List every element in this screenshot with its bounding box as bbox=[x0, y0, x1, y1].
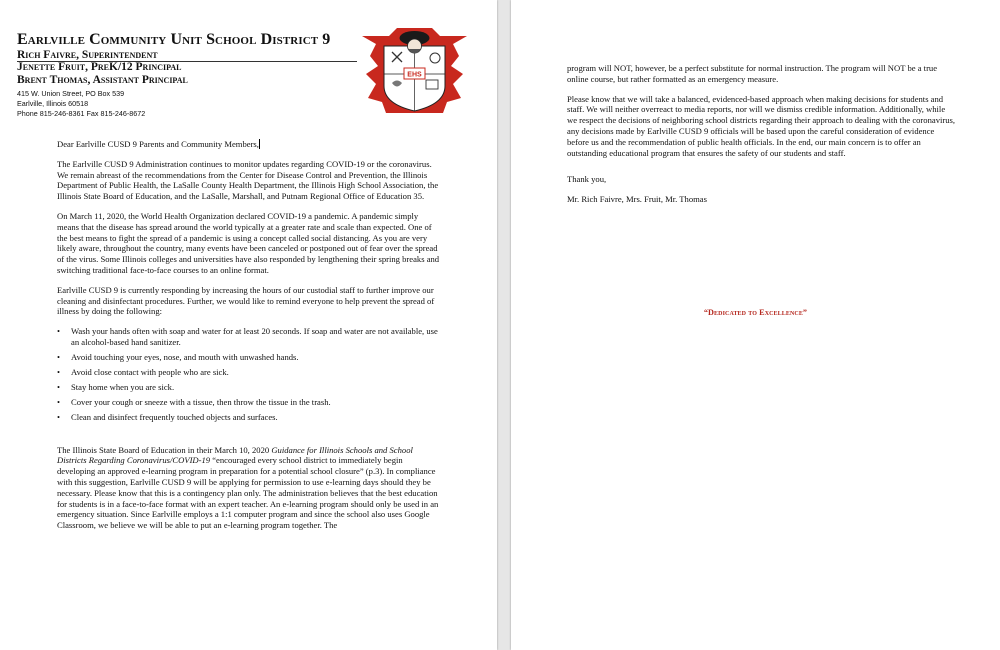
address-street: 415 W. Union Street, PO Box 539 bbox=[17, 89, 125, 98]
paragraph-custodial: Earlville CUSD 9 is currently responding by increasing the hours of our custodial staff to further improve our cleaning and disinfectant procedures. Further, we would like to remind everyone to help prevent the spread of illness by doing the following: bbox=[57, 284, 435, 317]
district-name: Earlville Community Unit School District 9 bbox=[17, 31, 331, 48]
bullet-icon: • bbox=[57, 381, 61, 392]
paragraph-elearning-continued: program will NOT, however, be a perfect substitute for normal instruction. The program will NOT be a true online course, but rather formatted as an emergency measure. bbox=[567, 63, 938, 84]
guidance-title: Guidance for Illinois Schools and School Districts Regarding Coronavirus/COVID-19 bbox=[57, 444, 413, 466]
text-cursor bbox=[259, 139, 260, 149]
letterhead-rule bbox=[17, 61, 357, 62]
assistant-principal-line: Brent Thomas, Assistant Principal bbox=[17, 74, 188, 86]
bullet-icon: • bbox=[57, 366, 61, 377]
bullet-icon: • bbox=[57, 396, 61, 407]
school-crest-logo bbox=[362, 28, 467, 113]
phone-fax: Phone 815-246-8361 Fax 815-246-8672 bbox=[17, 109, 146, 118]
paragraph-approach: Please know that we will take a balanced, evidenced-based approach when making decisions for students and staff. We will neither overreact to media reports, nor will we dismiss credible information. Additionally, while we respect the decisions of neighboring school districts regarding their approach to dealing with the coronavirus, any decisions made by Earlville CUSD 9 officials will be based upon the careful consideration of evidence before us and the recommendation of public health officials. In the end, our main concern is to offer an outstanding educational program that ensures the safety of our students and staff. bbox=[567, 93, 956, 158]
principal-line: Jenette Fruit, PreK/12 Principal bbox=[17, 61, 182, 73]
list-item: • Stay home when you are sick. bbox=[57, 381, 175, 392]
bullet-icon: • bbox=[57, 351, 61, 362]
address-city: Earlville, Illinois 60518 bbox=[17, 99, 89, 108]
list-item: • Avoid close contact with people who are sick. bbox=[57, 366, 229, 377]
motto: “Dedicated to Excellence” bbox=[703, 308, 808, 317]
bullet-icon: • bbox=[57, 411, 61, 422]
list-item: • Avoid touching your eyes, nose, and mouth with unwashed hands. bbox=[57, 351, 299, 362]
document-page-1 bbox=[0, 0, 497, 650]
letter-body-page-1 bbox=[57, 139, 442, 540]
paragraph-isbe-guidance: The Illinois State Board of Education in their March 10, 2020 Guidance for Illinois Schools and School Districts Regarding Coronavirus/COVID-19 “encouraged every school district to immediately begin developing an approved e-learning program in preparation for a potential school closure” (p.3). In compliance with this suggestion, Earlville CUSD 9 will be applying for permission to use e-learning days should they be necessary. Please know that this is a contingency plan only. The administration believes that the best education for students is in a face-to-face format with an expert teacher. An e-learning program should only be used in an emergency situation. Since Earlville employs a 1:1 computer program and since the school also uses Google Classroom, we believe we will be able to put an e-learning program together. The bbox=[57, 444, 439, 531]
list-item: • Clean and disinfect frequently touched objects and surfaces. bbox=[57, 411, 278, 422]
list-item: • Cover your cough or sneeze with a tissue, then throw the tissue in the trash. bbox=[57, 396, 331, 407]
paragraph-monitoring: The Earlville CUSD 9 Administration continues to monitor updates regarding COVID-19 or the coronavirus. We remain abreast of the recommendations from the Center for Disease Control and Prevention, the Illinois Department of Public Health, the LaSalle County Health Department, the Illinois High School Association, the Illinois State Board of Education, and the LaSalle, Marshall, and Putnam Regional Office of Education 35. bbox=[57, 158, 439, 202]
salutation: Dear Earlville CUSD 9 Parents and Community Members, bbox=[57, 139, 259, 149]
closing: Thank you, bbox=[567, 174, 607, 185]
paragraph-pandemic: On March 11, 2020, the World Health Organization declared COVID-19 a pandemic. A pandemic simply means that the disease has spread around the world typically at a greater rate and scale than expected. One of the best means to fight the spread of a pandemic is using a concept called social distancing. As you are very likely aware, throughout the country, many events have been canceled or postponed out of fear over the spread of the virus. Some Illinois colleges and universities have also responded by lengthening their spring breaks and switching traditional face-to-face courses to an online format. bbox=[57, 210, 440, 275]
prevention-list bbox=[57, 326, 442, 423]
crest-letters: EHS bbox=[407, 71, 422, 79]
bullet-icon: • bbox=[57, 326, 61, 337]
signatures: Mr. Rich Faivre, Mrs. Fruit, Mr. Thomas bbox=[567, 194, 707, 205]
letter-body-page-2 bbox=[567, 63, 957, 214]
superintendent-line: Rich Faivre, Superintendent bbox=[17, 49, 158, 61]
list-item: • Wash your hands often with soap and water for at least 20 seconds. If soap and water are not available, use an alcohol-based hand sanitizer. bbox=[57, 326, 438, 347]
